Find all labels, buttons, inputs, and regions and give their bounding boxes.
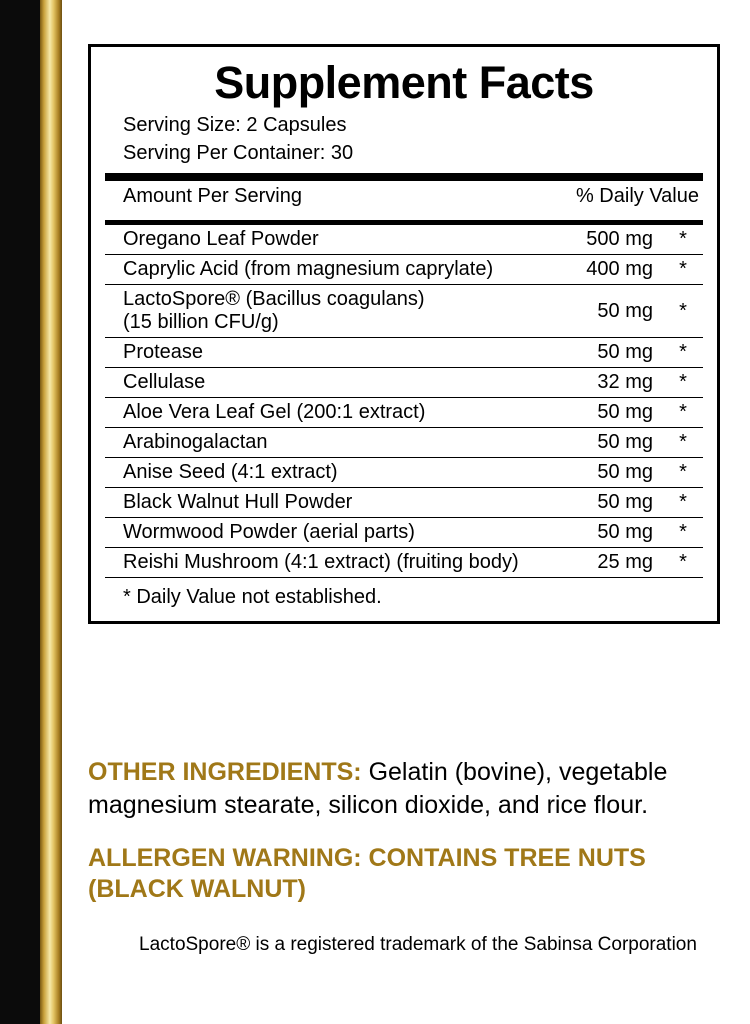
lower-text-block: [88, 748, 748, 956]
ingredient-dv: *: [663, 428, 703, 458]
ingredient-amount: 25 mg: [558, 548, 663, 578]
ingredient-name-group: [105, 285, 558, 338]
ingredient-dv: *: [663, 518, 703, 548]
other-ingredients: [88, 756, 748, 821]
ingredient-amount: 50 mg: [558, 285, 663, 338]
table-row: [105, 368, 703, 398]
ingredient-dv: *: [663, 285, 703, 338]
divider-thick-top: [105, 173, 703, 181]
decorative-left-bars: [0, 0, 76, 1024]
supplement-facts-panel: [88, 44, 720, 624]
table-row: [105, 285, 703, 338]
ingredient-subtext: (15 billion CFU/g): [123, 311, 279, 334]
ingredient-name: Black Walnut Hull Powder: [105, 488, 558, 518]
ingredient-amount: 50 mg: [558, 398, 663, 428]
allergen-warning: ALLERGEN WARNING: CONTAINS TREE NUTS (BLACK WALNUT): [88, 844, 646, 904]
ingredient-dv: *: [663, 398, 703, 428]
ingredient-name: Protease: [105, 338, 558, 368]
table-row: [105, 458, 703, 488]
daily-value-header: % Daily Value: [575, 185, 699, 208]
table-row: [105, 223, 703, 255]
ingredient-dv: *: [663, 255, 703, 285]
ingredient-name: Aloe Vera Leaf Gel (200:1 extract): [105, 398, 558, 428]
ingredient-name: Anise Seed (4:1 extract): [105, 458, 558, 488]
ingredient-amount: 400 mg: [558, 255, 663, 285]
supplement-facts-table: [105, 181, 703, 577]
ingredient-amount: 50 mg: [558, 458, 663, 488]
table-row: [105, 548, 703, 578]
ingredient-amount: 50 mg: [558, 488, 663, 518]
ingredient-name: Reishi Mushroom (4:1 extract) (fruiting body): [105, 548, 558, 578]
ingredient-dv: *: [663, 548, 703, 578]
amount-per-serving-header: Amount Per Serving: [123, 185, 302, 208]
daily-value-footnote: * Daily Value not established.: [123, 586, 382, 609]
ingredient-amount: 50 mg: [558, 518, 663, 548]
panel-title: Supplement Facts: [214, 57, 594, 108]
trademark-notice: LactoSpore® is a registered trademark of the Sabinsa Corporation: [139, 933, 697, 955]
white-gap-bar: [62, 0, 76, 1024]
black-bar: [0, 0, 40, 1024]
ingredient-amount: 32 mg: [558, 368, 663, 398]
ingredient-dv: *: [663, 338, 703, 368]
ingredient-amount: 50 mg: [558, 428, 663, 458]
header-rule-row: [105, 214, 703, 223]
ingredient-name: Oregano Leaf Powder: [123, 228, 319, 251]
table-row: [105, 488, 703, 518]
table-header-row: [105, 181, 703, 214]
other-ingredients-label: OTHER INGREDIENTS:: [88, 758, 362, 786]
ingredient-name: Arabinogalactan: [105, 428, 558, 458]
gold-bar: [40, 0, 62, 1024]
ingredient-name: LactoSpore® (Bacillus coagulans): [123, 288, 425, 311]
ingredient-dv: *: [663, 458, 703, 488]
ingredient-name: Caprylic Acid (from magnesium caprylate): [105, 255, 558, 285]
table-row: [105, 518, 703, 548]
ingredient-dv: *: [663, 488, 703, 518]
ingredient-amount: 500 mg: [586, 228, 653, 251]
ingredient-name: Wormwood Powder (aerial parts): [105, 518, 558, 548]
ingredient-name: Cellulase: [105, 368, 558, 398]
ingredient-dv: *: [679, 228, 687, 251]
label-content: [76, 0, 750, 1024]
serving-per-container: Serving Per Container: 30: [123, 141, 354, 164]
table-row: [105, 428, 703, 458]
serving-size: Serving Size: 2 Capsules: [123, 114, 347, 137]
table-row: [105, 255, 703, 285]
table-row: [105, 338, 703, 368]
ingredient-dv: *: [663, 368, 703, 398]
other-ingredients-text: Gelatin (bovine), vegetable magnesium stearate, silicon dioxide, and rice flour.: [88, 758, 668, 819]
ingredient-amount: 50 mg: [558, 338, 663, 368]
table-row: [105, 398, 703, 428]
